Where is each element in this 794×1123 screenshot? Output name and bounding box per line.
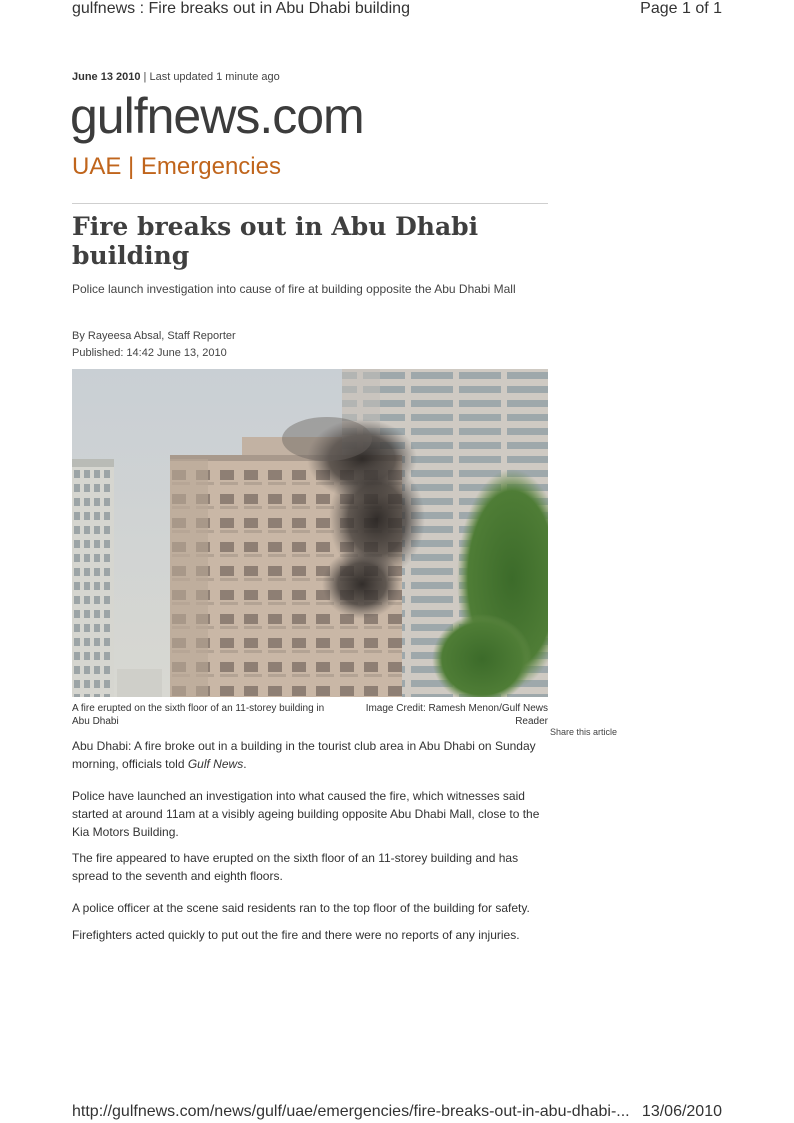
- article-paragraph-2: Police have launched an investigation into what caused the fire, which witnesses said started at around 11am at a visibly ageing building opposite Abu Dhabi Mall, close to the Kia Motors Building.: [72, 789, 540, 839]
- print-footer-date: 13/06/2010: [641, 1103, 722, 1120]
- print-header-title: gulfnews : Fire breaks out in Abu Dhabi building: [72, 0, 410, 17]
- article-photo: [72, 369, 548, 697]
- dateline: [72, 71, 280, 83]
- photo-credit: Image Credit: Ramesh Menon/Gulf News Reader: [365, 703, 548, 727]
- paragraph-1-text: Abu Dhabi: A fire broke out in a building in the tourist club area in Abu Dhabi on Sunday morning, officials told: [72, 739, 536, 771]
- print-footer-url: http://gulfnews.com/news/gulf/uae/emergencies/fire-breaks-out-in-abu-dhabi-...: [72, 1103, 630, 1120]
- article-byline: By Rayeesa Absal, Staff Reporter: [72, 330, 236, 342]
- section-breadcrumb[interactable]: UAE | Emergencies: [72, 153, 281, 180]
- published-date: Published: 14:42 June 13, 2010: [72, 347, 227, 359]
- article-paragraph-4: A police officer at the scene said residents ran to the top floor of the building for safety.: [72, 901, 530, 915]
- publication-name: Gulf News: [187, 757, 244, 771]
- share-article-link[interactable]: Share this article: [550, 727, 618, 737]
- photo-caption: A fire erupted on the sixth floor of an 11-storey building in Abu Dhabi: [72, 703, 325, 727]
- last-updated: | Last updated 1 minute ago: [140, 71, 280, 83]
- print-page-number: Page 1 of 1: [640, 0, 722, 17]
- divider: [72, 203, 548, 204]
- site-logo[interactable]: gulfnews.com: [70, 88, 364, 144]
- article-paragraph-3: The fire appeared to have erupted on the sixth floor of an 11-storey building and has spread to the seventh and eighth floors.: [72, 851, 519, 883]
- article-standfirst: Police launch investigation into cause of fire at building opposite the Abu Dhabi Mall: [72, 282, 516, 296]
- article-date: June 13 2010: [72, 71, 141, 83]
- article-paragraph-5: Firefighters acted quickly to put out the fire and there were no reports of any injuries.: [72, 928, 520, 942]
- article-headline: Fire breaks out in Abu Dhabi building: [72, 212, 479, 270]
- paragraph-1-end: .: [243, 757, 247, 771]
- article-paragraph-1: [72, 737, 542, 773]
